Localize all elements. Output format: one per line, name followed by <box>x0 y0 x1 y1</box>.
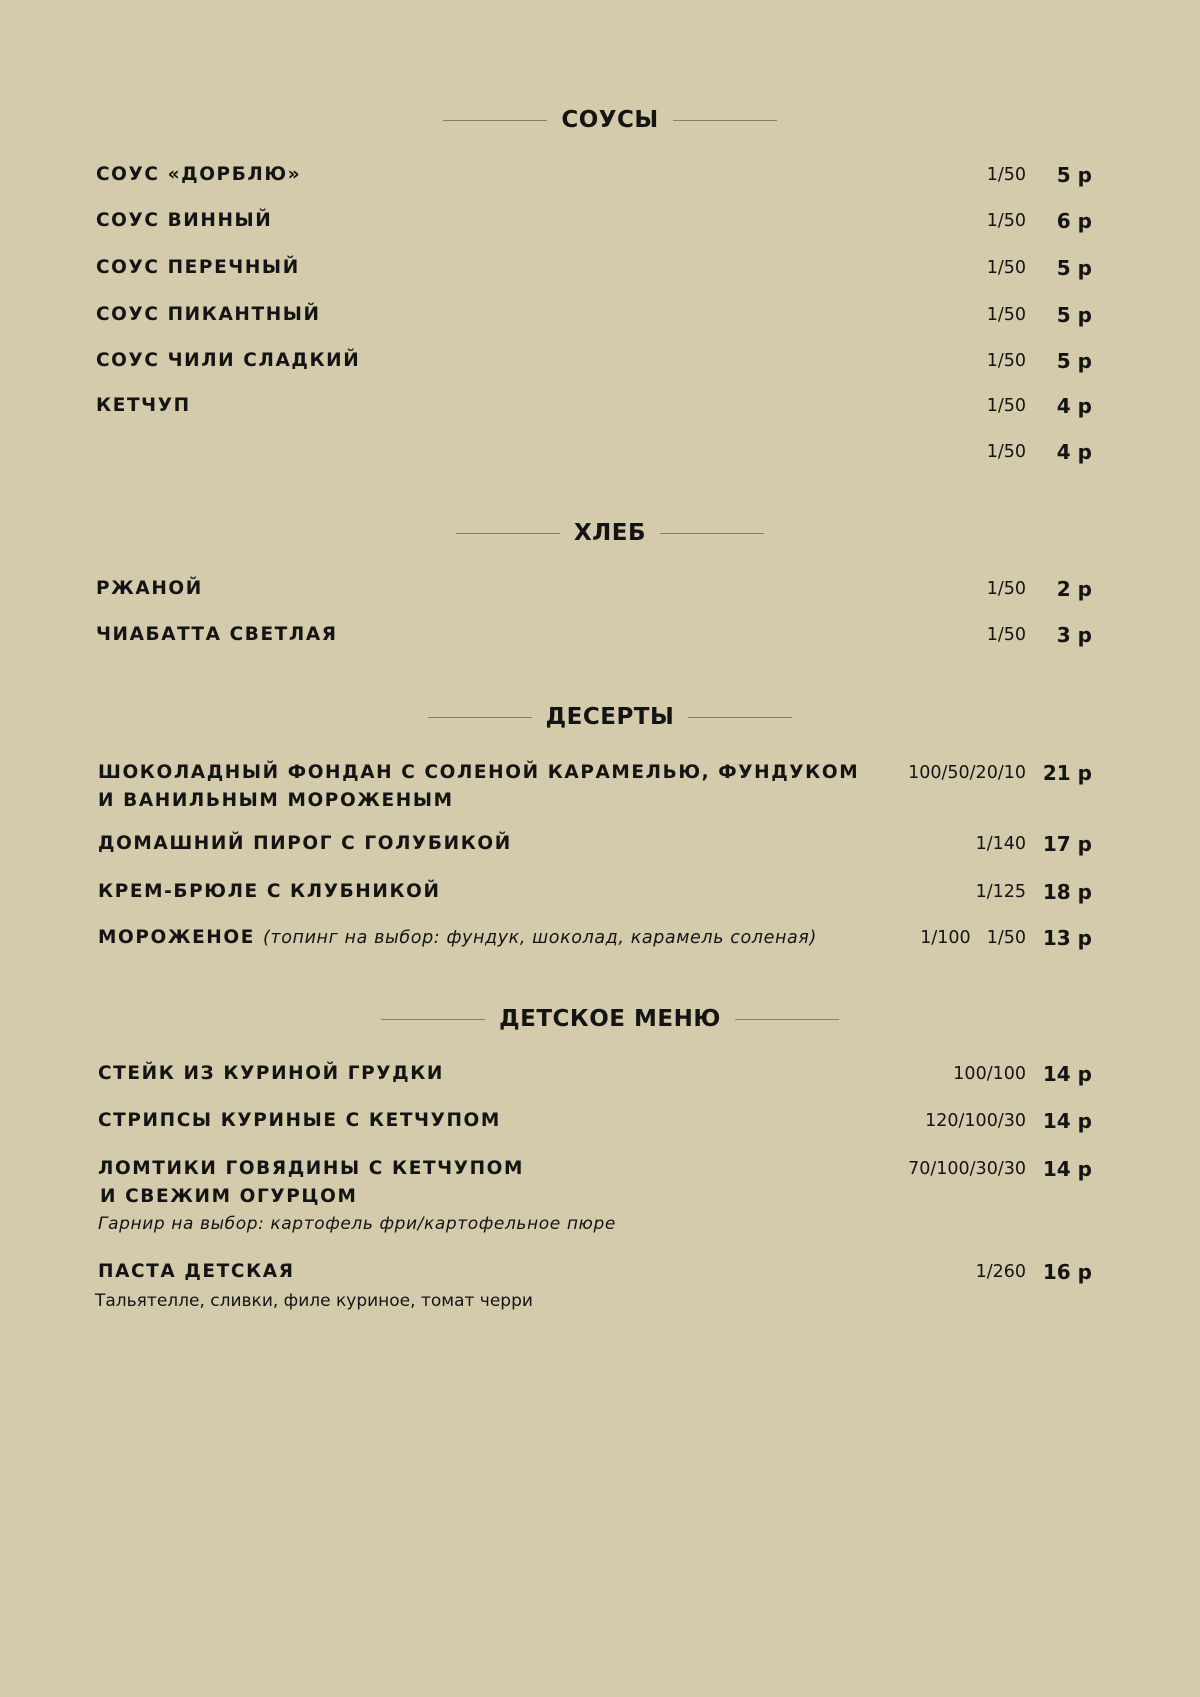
item-weight: 1/50 <box>986 211 1026 231</box>
item-price: 16 р <box>1042 1260 1092 1284</box>
heading-rule-left <box>456 533 560 534</box>
item-price: 4 р <box>1056 394 1092 418</box>
item-name: СТРИПСЫ КУРИНЫЕ С КЕТЧУПОМ <box>98 1110 501 1131</box>
item-price: 14 р <box>1042 1062 1092 1086</box>
item-price: 5 р <box>1056 349 1092 373</box>
heading-rule-right <box>660 533 764 534</box>
item-garnish-note: Гарнир на выбор: картофель фри/картофельное пюре <box>98 1214 616 1234</box>
item-weight: 1/50 <box>986 165 1026 185</box>
item-name <box>98 1155 524 1211</box>
item-weight: 120/100/30 <box>925 1111 1026 1131</box>
item-name <box>98 924 817 952</box>
item-price: 5 р <box>1056 163 1092 187</box>
item-price: 3 р <box>1056 623 1092 647</box>
item-name-line2: И ВАНИЛЬНЫМ МОРОЖЕНЫМ <box>98 790 454 811</box>
item-weight: 70/100/30/30 <box>908 1159 1026 1179</box>
item-name: ПАСТА ДЕТСКАЯ <box>98 1261 295 1282</box>
item-name: СОУС ПИКАНТНЫЙ <box>96 304 321 325</box>
section-heading-desserts <box>0 704 1200 730</box>
item-name-text: МОРОЖЕНОЕ <box>98 927 255 948</box>
item-price: 21 р <box>1042 761 1092 785</box>
item-weight: 1/50 <box>986 442 1026 462</box>
item-weight: 100/50/20/10 <box>908 763 1026 783</box>
item-weight-secondary: 1/50 <box>986 928 1026 948</box>
heading-rule-left <box>443 120 547 121</box>
item-weight: 1/50 <box>986 258 1026 278</box>
item-weight: 100/100 <box>953 1064 1026 1084</box>
heading-rule-right <box>688 717 792 718</box>
heading-rule-left <box>381 1019 485 1020</box>
item-price: 6 р <box>1056 209 1092 233</box>
item-weight: 1/50 <box>986 305 1026 325</box>
section-title: СОУСЫ <box>561 107 659 133</box>
item-name: РЖАНОЙ <box>96 578 203 599</box>
item-name: ЧИАБАТТА СВЕТЛАЯ <box>96 624 338 645</box>
item-name-line1: ЛОМТИКИ ГОВЯДИНЫ С КЕТЧУПОМ <box>98 1158 524 1179</box>
item-weight: 1/125 <box>975 882 1026 902</box>
item-name-line2: И СВЕЖИМ ОГУРЦОМ <box>100 1186 358 1207</box>
item-price: 13 р <box>1042 926 1092 950</box>
item-name-line1: ШОКОЛАДНЫЙ ФОНДАН С СОЛЕНОЙ КАРАМЕЛЬЮ, ФУНДУКОМ <box>98 762 860 783</box>
item-name: СОУС ВИННЫЙ <box>96 210 273 231</box>
item-price: 5 р <box>1056 303 1092 327</box>
section-heading-bread <box>0 520 1200 546</box>
item-price: 14 р <box>1042 1157 1092 1181</box>
item-weight: 1/50 <box>986 351 1026 371</box>
item-price: 4 р <box>1056 440 1092 464</box>
item-name: СОУС ПЕРЕЧНЫЙ <box>96 257 300 278</box>
item-name: СОУС ЧИЛИ СЛАДКИЙ <box>96 350 361 371</box>
item-name: СОУС «ДОРБЛЮ» <box>96 164 302 185</box>
section-title: ДЕТСКОЕ МЕНЮ <box>499 1006 721 1032</box>
item-weight: 1/50 <box>986 625 1026 645</box>
section-title: ХЛЕБ <box>573 520 647 546</box>
item-weight: 1/260 <box>975 1262 1026 1282</box>
heading-rule-right <box>673 120 777 121</box>
item-weight: 1/50 <box>986 396 1026 416</box>
item-name: СТЕЙК ИЗ КУРИНОЙ ГРУДКИ <box>98 1063 444 1084</box>
item-note: (топинг на выбор: фундук, шоколад, карамель соленая) <box>263 928 817 948</box>
item-weight: 1/140 <box>975 834 1026 854</box>
item-price: 17 р <box>1042 832 1092 856</box>
item-weight-primary: 1/100 <box>920 928 971 948</box>
item-price: 2 р <box>1056 577 1092 601</box>
item-price: 18 р <box>1042 880 1092 904</box>
section-heading-sauces <box>0 107 1200 133</box>
section-heading-kids-menu <box>0 1006 1200 1032</box>
item-description: Тальятелле, сливки, филе куриное, томат черри <box>95 1291 533 1311</box>
item-name: КЕТЧУП <box>96 395 191 416</box>
heading-rule-right <box>735 1019 839 1020</box>
item-price: 5 р <box>1056 256 1092 280</box>
item-name: ДОМАШНИЙ ПИРОГ С ГОЛУБИКОЙ <box>98 833 512 854</box>
item-weight: 1/50 <box>986 579 1026 599</box>
item-price: 14 р <box>1042 1109 1092 1133</box>
section-title: ДЕСЕРТЫ <box>545 704 675 730</box>
item-weight <box>920 924 1026 952</box>
heading-rule-left <box>428 717 532 718</box>
item-name <box>98 759 859 815</box>
item-name: КРЕМ-БРЮЛЕ С КЛУБНИКОЙ <box>98 881 441 902</box>
